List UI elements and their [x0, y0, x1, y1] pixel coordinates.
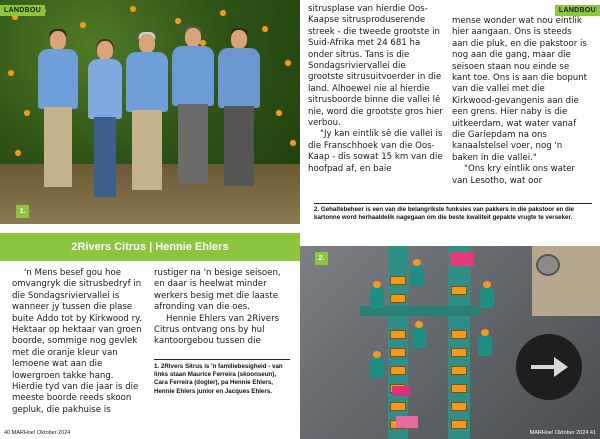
photo-caption-2: 2. Gehaltebeheer is een van die belangrikste funksies van pakkers in die pakstoor en die kartonne word herhaaldelik nagegaan om die beste kwaliteit gepakte vrugte te verseker.	[314, 206, 574, 222]
paragraph: Hennie Ehlers van 2Rivers Citrus ontvang ons by hul kantoorgebou tussen die	[154, 313, 280, 347]
photo-caption-1: 1. 2Rivers Sitrus is 'n familiebesigheid - van links staan Maurice Ferreira (skoonseun), Cara Ferreira (dogter), pa Hennie Ehlers, Hennie Ehlers junior en Jacques Ehlers.	[154, 363, 283, 395]
paragraph: rustiger na 'n besige seisoen, en daar is heelwat minder werkers besig met die laaste afronding van die oes.	[154, 268, 281, 313]
caption-rule	[154, 359, 290, 360]
section-tag-right: LANDBOU	[555, 5, 600, 16]
paragraph: sitrusplase van hierdie Oos-Kaapse sitrusproduserende streek - die tweede grootste in Suid-Afrika met 24 681 ha onder sitrus. Tans is die Sondagsriviervallei die grootste sitrusuitvoerder in die land. Alhoewel nie al hierdie sitrusboorde binne die vallei lê nie, word die grootste gros hier verbou.	[308, 4, 443, 129]
paragraph: mense wonder wat nou eintlik hier aangaan. Ons is steeds aan die pluk, en die pakstoor is nog aan die gang, maar die seisoen staan nou einde se kant toe. Ons is aan die bopunt van die vallei met die Kirkwood-gevangenis aan die een grens. Hier naby is die uitkeerdam, wat water vanaf die Gariepdam na ons kanaalstelsel voer, nog 'n baken in die vallei."	[452, 16, 588, 163]
body-column-2	[154, 268, 290, 348]
paragraph: 'n Mens besef gou hoe omvangryk die sitrusbedryf in die Sondagsriviervallei is wanneer jy tussen die plase buite Addo tot by Kirkwood ry. Hektaar op hektaar van groen boorde, sommige nog gevlek met die oranje kleur van lemoene wat aan die lowergroen takke hang. Hierdie tyd van die jaar is die meeste boorde reeds skoon gepluk, die pakhuise is	[12, 268, 142, 415]
caption-rule	[314, 203, 592, 204]
paragraph: "Ons kry eintlik ons water van Lesotho, wat oor	[452, 164, 576, 186]
photo-number-2: 2.	[315, 252, 328, 265]
body-column-3	[308, 4, 443, 175]
body-column-1	[12, 268, 142, 416]
body-column-4	[452, 16, 588, 187]
article-title: 2Rivers Citrus | Hennie Ehlers	[0, 233, 300, 261]
page-folio-right: MARHoe! Oktober 2024 41	[529, 430, 596, 436]
next-page-button[interactable]	[516, 334, 582, 400]
section-tag-left: LANDBOU	[0, 5, 45, 16]
paragraph: "Jy kan eintlik sê die vallei is die Franschhoek van die Oos-Kaap - dis sowat 15 km van die hoofpad af, en baie	[308, 129, 443, 174]
photo-number-1: 1.	[16, 205, 29, 218]
family-photo	[0, 0, 300, 224]
page-folio-left: 40 MARHoe! Oktober 2024	[4, 430, 71, 436]
right-page	[300, 0, 600, 439]
